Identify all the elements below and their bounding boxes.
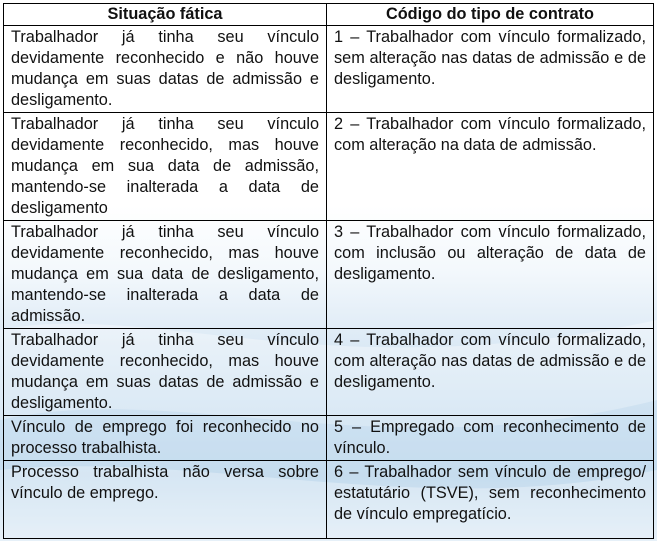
- table-row: [4, 329, 654, 416]
- situation-cell: Trabalhador já tinha seu vínculo devidamente reconhecido, mas houve mudança em suas datas de admissão e desligamento.: [4, 329, 327, 416]
- contract-code-cell: 1 – Trabalhador com vínculo formalizado, sem alteração nas datas de admissão e de desligamento.: [327, 26, 654, 113]
- contract-code-cell: 3 – Trabalhador com vínculo formalizado, com inclusão ou alteração de data de desligamento.: [327, 221, 654, 329]
- contract-code-cell: 4 – Trabalhador com vínculo formalizado, com alteração nas datas de admissão e de desligamento.: [327, 329, 654, 416]
- table-header-row: [4, 4, 654, 26]
- contract-code-cell: 5 – Empregado com reconhecimento de vínculo.: [327, 416, 654, 461]
- table-row: [4, 461, 654, 539]
- table-row: [4, 26, 654, 113]
- contract-code-cell: 6 – Trabalhador sem vínculo de emprego/ estatutário (TSVE), sem reconhecimento de vínculo empregatício.: [327, 461, 654, 539]
- table-row: [4, 221, 654, 329]
- situation-cell: Vínculo de emprego foi reconhecido no processo trabalhista.: [4, 416, 327, 461]
- situation-cell: Trabalhador já tinha seu vínculo devidamente reconhecido e não houve mudança em suas datas de admissão e desligamento.: [4, 26, 327, 113]
- table-row: [4, 113, 654, 221]
- contract-type-table: [3, 3, 654, 539]
- situation-cell: Processo trabalhista não versa sobre vínculo de emprego.: [4, 461, 327, 539]
- situation-cell: Trabalhador já tinha seu vínculo devidamente reconhecido, mas houve mudança em sua data de admissão, mantendo-se inalterada a data de desligamento: [4, 113, 327, 221]
- header-contract-code: Código do tipo de contrato: [327, 4, 654, 26]
- situation-cell: Trabalhador já tinha seu vínculo devidamente reconhecido, mas houve mudança em sua data de desligamento, mantendo-se inalterada a data de admissão.: [4, 221, 327, 329]
- table-row: [4, 416, 654, 461]
- contract-code-cell: 2 – Trabalhador com vínculo formalizado, com alteração na data de admissão.: [327, 113, 654, 221]
- header-situation: Situação fática: [4, 4, 327, 26]
